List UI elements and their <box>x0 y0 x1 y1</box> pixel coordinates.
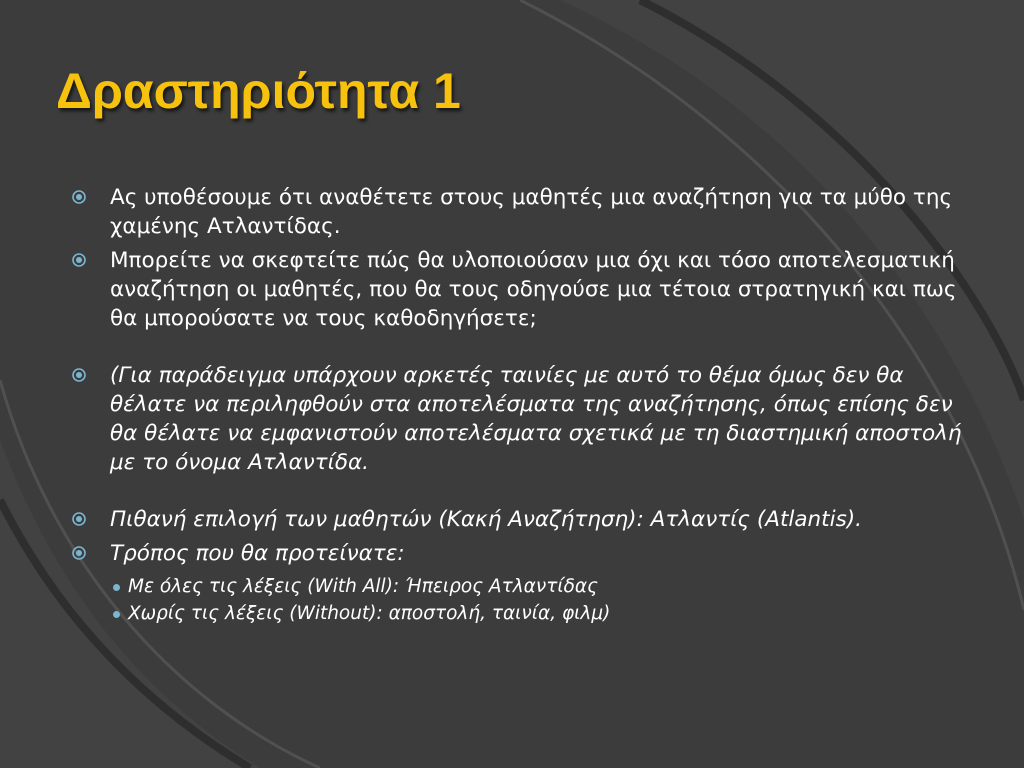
bullet-item-4 <box>70 505 970 534</box>
bullet-item-text: Τρόπος που θα προτείνατε: <box>110 541 405 566</box>
target-circle-icon <box>72 253 86 267</box>
bullet-item-text: Ας υποθέσουμε ότι αναθέτετε στους μαθητές μια αναζήτηση για τα μύθο της χαμένης Ατλαντίδας. <box>110 185 953 239</box>
sub-bullet-item-text: Χωρίς τις λέξεις (Without): αποστολή, ταινία, φιλμ) <box>128 603 611 624</box>
target-circle-icon <box>72 546 86 560</box>
target-circle-icon <box>72 368 86 382</box>
slide-title: Δραστηριότητα 1 <box>56 63 461 119</box>
slide-body <box>70 183 970 627</box>
bullet-item-3 <box>70 361 970 477</box>
bullet-item-text: (Για παράδειγμα υπάρχουν αρκετές ταινίες με αυτό το θέμα όμως δεν θα θέλατε να περιληφθούν στα αποτελέσματα της αναζήτησης, όπως επίσης δεν θα θέλατε να εμφανιστούν αποτελέσματα σχετικά με τη διαστημική αποστολή με το όνομα Ατλαντίδα. <box>110 363 962 475</box>
bullet-item-1 <box>70 183 970 241</box>
target-circle-icon <box>72 190 86 204</box>
sub-bullet-item-2 <box>70 600 970 627</box>
bullet-item-5 <box>70 539 970 568</box>
bullet-item-text: Μπορείτε να σκεφτείτε πώς θα υλοποιούσαν μια όχι και τόσο αποτελεσματική αναζήτηση οι μαθητές, που θα τους οδηγούσε μια τέτοια στρατηγική και πως θα μπορούσατε να τους καθοδηγήσετε; <box>110 248 957 331</box>
dot-bullet-icon <box>113 611 120 618</box>
sub-bullet-item-text: Με όλες τις λέξεις (With All): Ήπειρος Ατλαντίδας <box>128 576 598 597</box>
sub-bullet-item-1 <box>70 573 970 600</box>
bullet-item-text: Πιθανή επιλογή των μαθητών (Κακή Αναζήτηση): Ατλαντίς (Atlantis). <box>110 507 863 532</box>
dot-bullet-icon <box>113 584 120 591</box>
bullet-item-2 <box>70 246 970 333</box>
target-circle-icon <box>72 512 86 526</box>
